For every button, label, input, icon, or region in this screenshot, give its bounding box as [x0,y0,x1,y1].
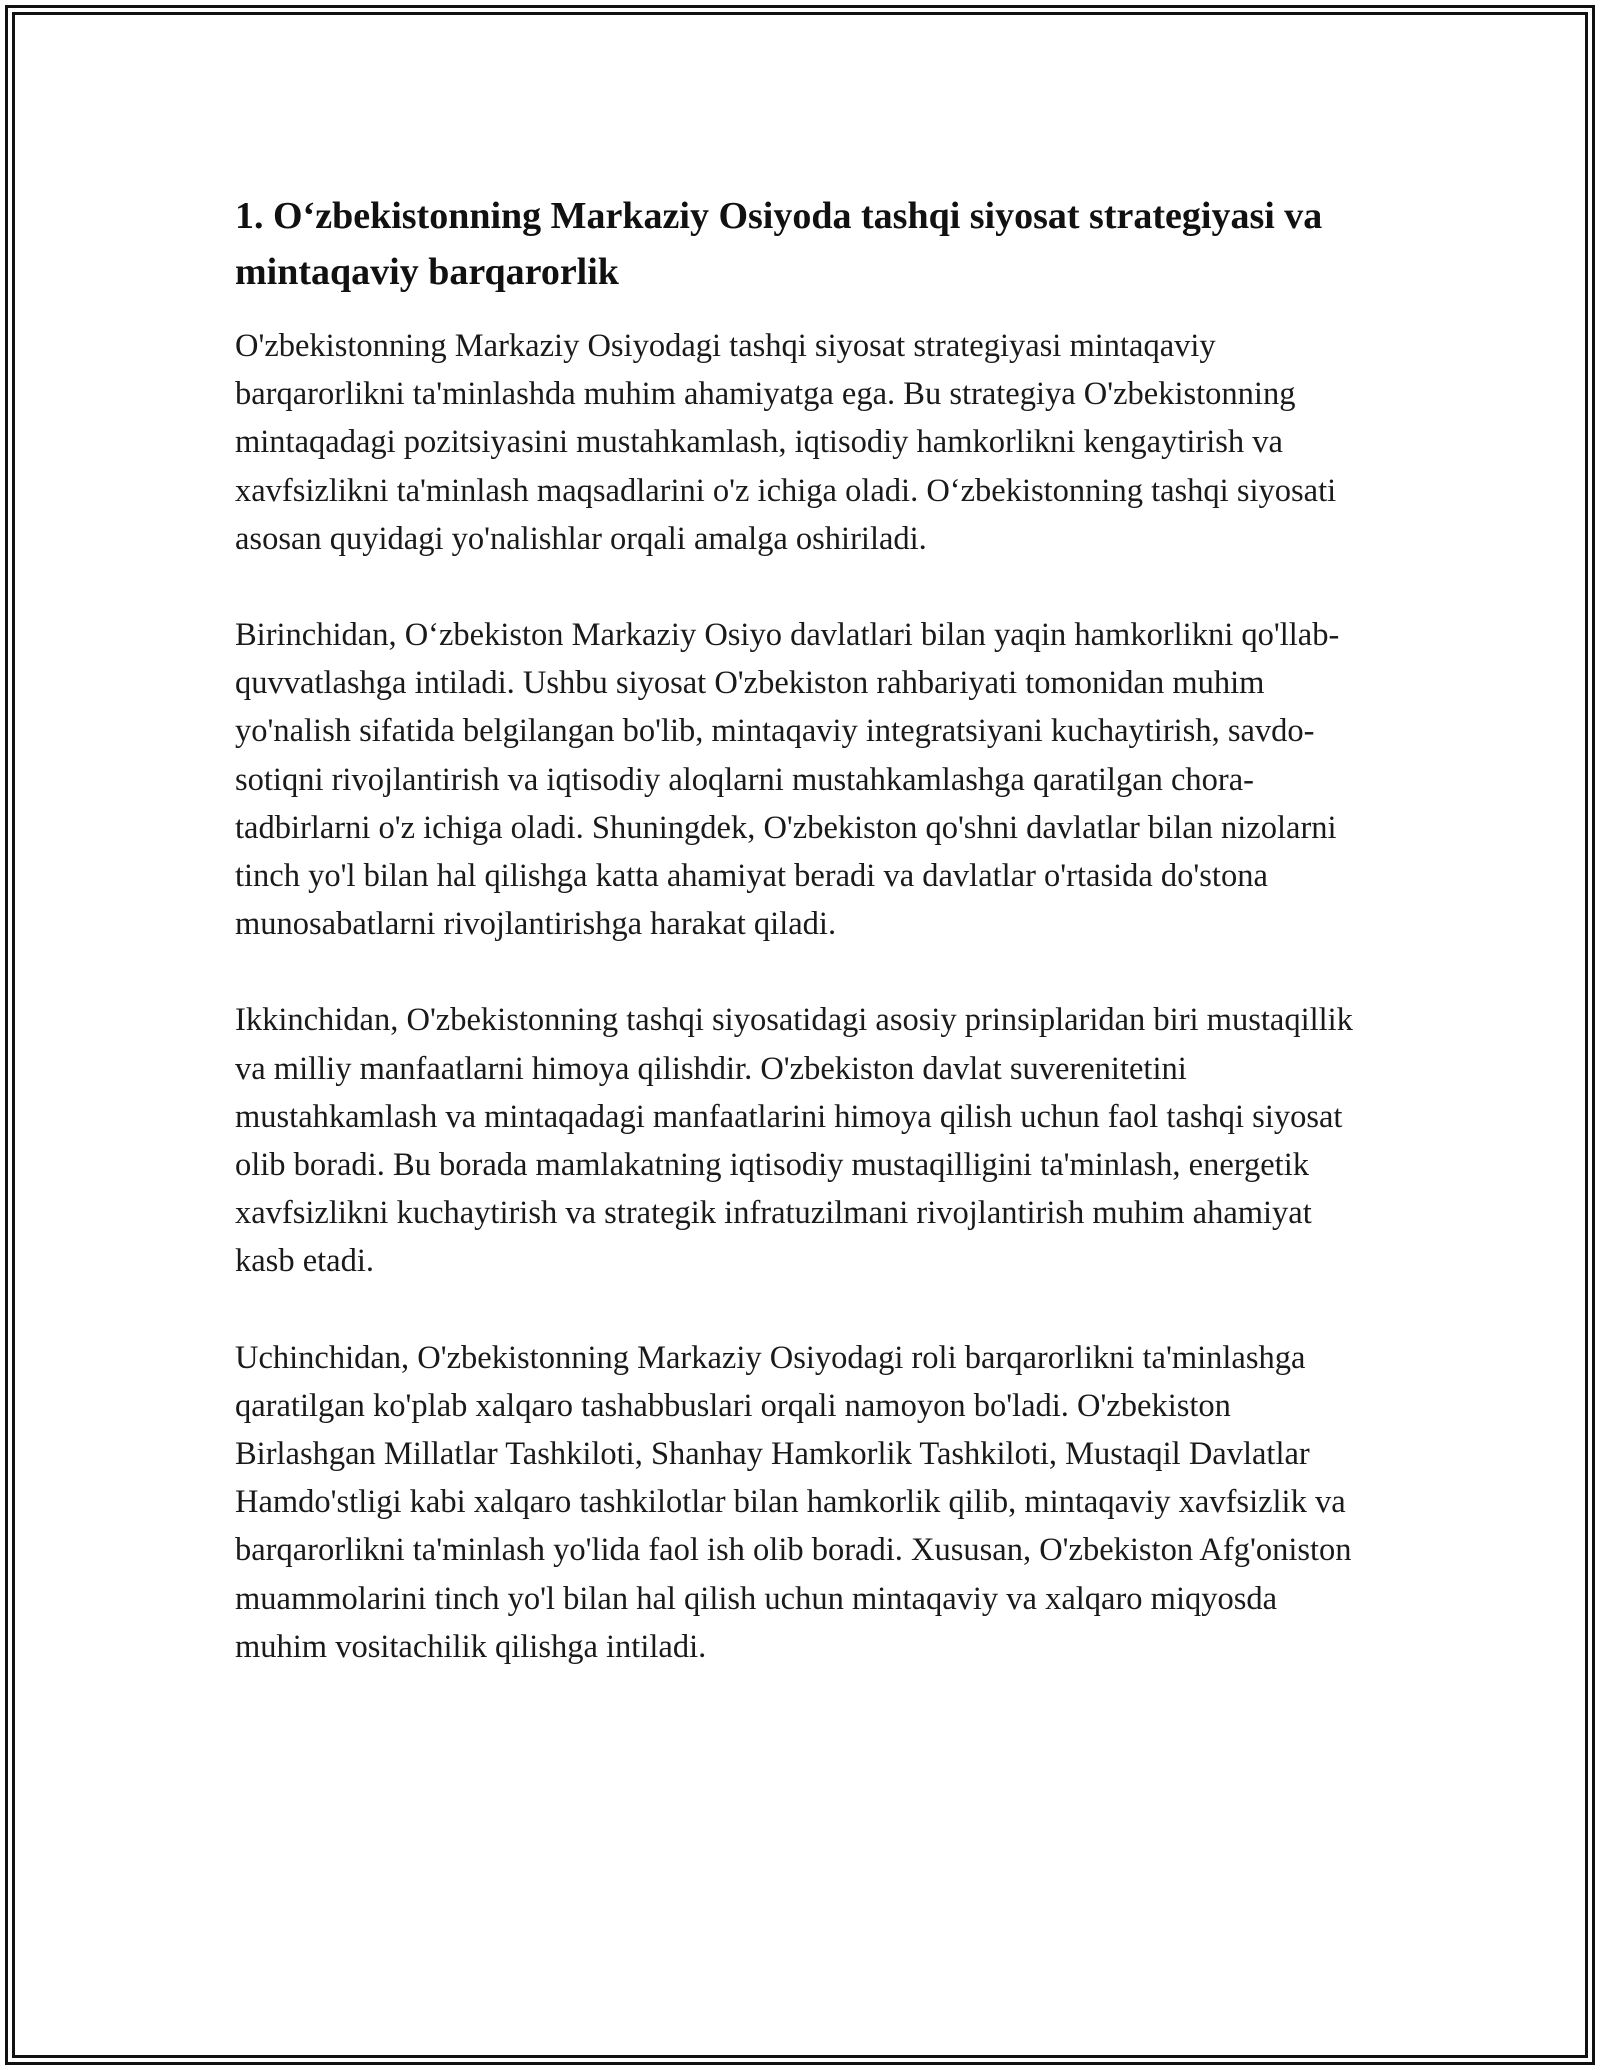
paragraph-third-point: Uchinchidan, O'zbekistonning Markaziy Osiyodagi roli barqarorlikni ta'minlashga qaratilgan ko'plab xalqaro tashabbuslari orqali namoyon bo'ladi. O'zbekiston Birlashgan Millatlar Tashkiloti, Shanhay Hamkorlik Tashkiloti, Mustaqil Davlatlar Hamdo'stligi kabi xalqaro tashkilotlar bilan hamkorlik qilib, mintaqaviy xavfsizlik va barqarorlikni ta'minlash yo'lida faol ish olib boradi. Xususan, O'zbekiston Afg'oniston muammolarini tinch yo'l bilan hal qilish uchun mintaqaviy va xalqaro miqyosda muhim vositachilik qilishga intiladi. [235,1339,1352,1665]
paragraph-intro: O'zbekistonning Markaziy Osiyodagi tashqi siyosat strategiyasi mintaqaviy barqarorlikni ta'minlashda muhim ahamiyatga ega. Bu strategiya O'zbekistonning mintaqadagi pozitsiyasini mustahkamlash, iqtisodiy hamkorlikni kengaytirish va xavfsizlikni ta'minlash maqsadlarini o'z ichiga oladi. O‘zbekistonning tashqi siyosati asosan quyidagi yo'nalishlar orqali amalga oshiriladi. [235,328,1337,557]
paragraph-first-point: Birinchidan, O‘zbekiston Markaziy Osiyo davlatlari bilan yaqin hamkorlikni qo'llab-quvvatlashga intiladi. Ushbu siyosat O'zbekiston rahbariyati tomonidan muhim yo'nalish sifatida belgilangan bo'lib, mintaqaviy integratsiyani kuchaytirish, savdo-sotiqni rivojlantirish va iqtisodiy aloqlarni mustahkamlashga qaratilgan chora-tadbirlarni o'z ichiga oladi. Shuningdek, O'zbekiston qo'shni davlatlar bilan nizolarni tinch yo'l bilan hal qilishga katta ahamiyat beradi va davlatlar o'rtasida do'stona munosabatlarni rivojlantirishga harakat qiladi. [235,617,1340,943]
document-body [235,188,1370,1719]
paragraph-second-point: Ikkinchidan, O'zbekistonning tashqi siyosatidagi asosiy prinsiplaridan biri mustaqillik va milliy manfaatlarni himoya qilishdir. O'zbekiston davlat suverenitetini mustahkamlash va mintaqadagi manfaatlarini himoya qilish uchun faol tashqi siyosat olib boradi. Bu borada mamlakatning iqtisodiy mustaqilligini ta'minlash, energetik xavfsizlikni kuchaytirish va strategik infratuzilmani rivojlantirish muhim ahamiyat kasb etadi. [235,1002,1353,1280]
section-heading: 1. O‘zbekistonning Markaziy Osiyoda tashqi siyosat strategiyasi va mintaqaviy barqarorlik [235,195,1323,293]
